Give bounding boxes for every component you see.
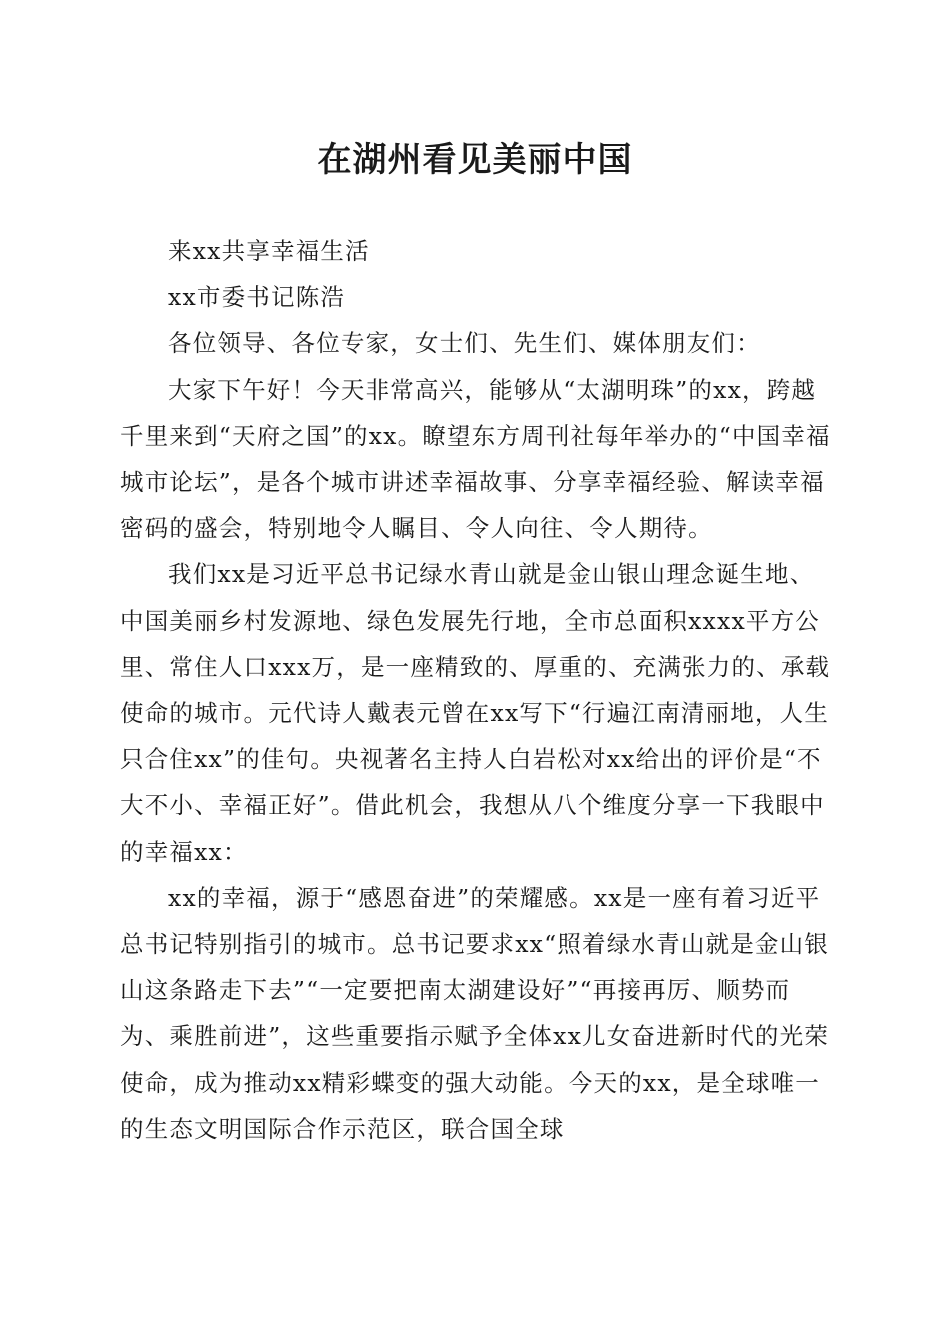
paragraph-happiness-source: xx的幸福，源于“感恩奋进”的荣耀感。xx是一座有着习近平总书记特别指引的城市。总书记要求xx“照着绿水青山就是金山银山这条路走下去”“一定要把南太湖建设好”“再接再厉、顺势而为、乘胜前进”，这些重要指示赋予全体xx儿女奋进新时代的光荣使命，成为推动xx精彩蝶变的强大动能。今天的xx，是全球唯一的生态文明国际合作示范区，联合国全球 xyxy=(120,883,830,1143)
paragraph-greeting: 大家下午好！今天非常高兴，能够从“太湖明珠”的xx，跨越千里来到“天府之国”的xx。瞭望东方周刊社每年举办的“中国幸福城市论坛”，是各个城市讲述幸福故事、分享幸福经验、解读幸福密码的盛会，特别地令人瞩目、令人向往、令人期待。 xyxy=(120,375,831,543)
paragraph-salutation: 各位领导、各位专家，女士们、先生们、媒体朋友们： xyxy=(168,329,761,358)
document-body xyxy=(120,228,832,1152)
document-title: 在湖州看见美丽中国 xyxy=(317,140,633,180)
paragraph-author: xx市委书记陈浩 xyxy=(168,283,346,312)
paragraph-subtitle: 来xx共享幸福生活 xyxy=(168,237,370,265)
paragraph-city-intro: 我们xx是习近平总书记绿水青山就是金山银山理念诞生地、中国美丽乡村发源地、绿色发展先行地，全市总面积xxxx平方公里、常住人口xxx万，是一座精致的、厚重的、充满张力的、承载使命的城市。元代诗人戴表元曾在xx写下“行遍江南清丽地，人生只合住xx”的佳句。央视著名主持人白岩松对xx给出的评价是“不大不小、幸福正好”。借此机会，我想从八个维度分享一下我眼中的幸福xx： xyxy=(120,560,831,866)
